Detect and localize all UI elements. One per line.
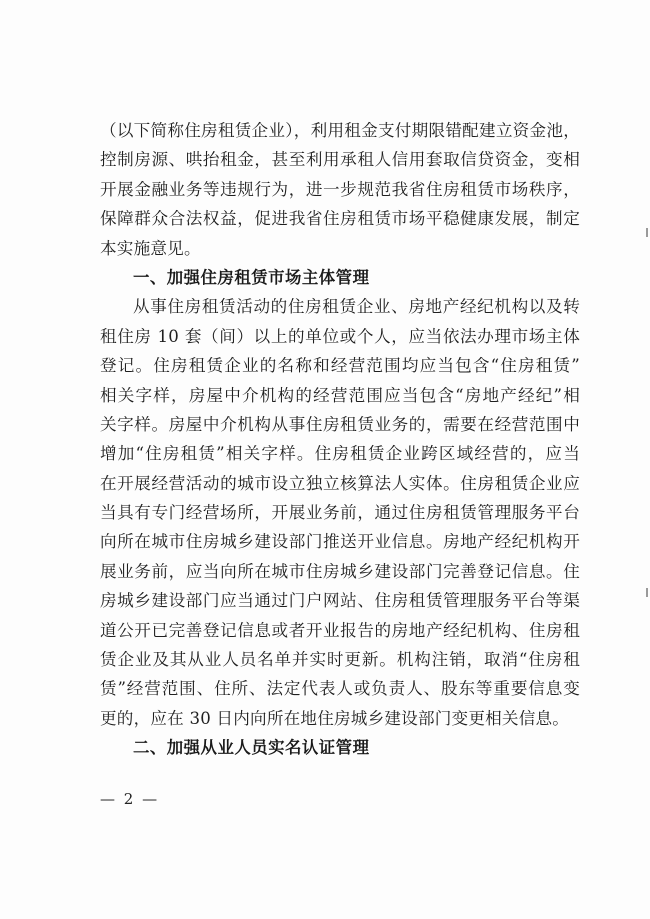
intro-line: （以下简称住房租赁企业），利用租金支付期限错配建立资金池，: [100, 121, 580, 140]
intro-line: 保障群众合法权益，促进我省住房租赁市场平稳健康发展，制定: [100, 209, 580, 229]
scan-edge-mark: [646, 228, 648, 237]
section-1-line: 从事住房租赁活动的住房租赁企业、房地产经纪机构以及转: [133, 297, 580, 317]
section-1-line: 展业务前，应当向所在城市住房城乡建设部门完善登记信息。住: [100, 561, 580, 581]
intro-line: 控制房源、哄抬租金，甚至利用承租人信用套取信贷资金，变相: [100, 150, 580, 170]
section-1-line: 更的，应在 30 日内向所在地住房城乡建设部门变更相关信息。: [100, 708, 570, 728]
section-1-line: 租住房 10 套（间）以上的单位或个人，应当依法办理市场主体: [100, 326, 580, 346]
section-1-line: 增加“住房租赁”相关字样。住房租赁企业跨区域经营的，应当: [100, 444, 580, 464]
section-1-line: 赁”经营范围、住所、法定代表人或负责人、股东等重要信息变: [100, 679, 580, 699]
section-1-line: 当具有专门经营场所，开展业务前，通过住房租赁管理服务平台: [100, 503, 580, 523]
section-1-line: 房城乡建设部门应当通过门户网站、住房租赁管理服务平台等渠: [100, 591, 580, 611]
section-heading-1: 一、加强住房租赁市场主体管理: [133, 267, 370, 287]
scan-edge-mark: [646, 588, 648, 597]
section-1-line: 道公开已完善登记信息或者开业报告的房地产经纪机构、住房租: [100, 620, 580, 640]
document-body: [100, 116, 580, 763]
intro-line: 开展金融业务等违规行为，进一步规范我省住房租赁市场秩序，: [100, 179, 580, 199]
section-1-line: 相关字样，房屋中介机构的经营范围应当包含“房地产经纪”相: [100, 385, 580, 405]
section-1-line: 向所在城市住房城乡建设部门推送开业信息。房地产经纪机构开: [100, 532, 580, 552]
section-1-line: 登记。住房租赁企业的名称和经营范围均应当包含“住房租赁”: [100, 356, 580, 376]
section-1-line: 在开展经营活动的城市设立独立核算法人实体。住房租赁企业应: [100, 473, 580, 493]
page-number: — 2 —: [100, 790, 160, 808]
section-1-line: 关字样。房屋中介机构从事住房租赁业务的，需要在经营范围中: [100, 414, 580, 434]
section-1-paragraph: [100, 292, 580, 733]
section-heading-2: 二、加强从业人员实名认证管理: [133, 738, 370, 758]
intro-paragraph: [100, 116, 580, 263]
intro-line: 本实施意见。: [100, 238, 201, 258]
section-1-line: 赁企业及其从业人员名单并实时更新。机构注销，取消“住房租: [100, 650, 580, 670]
